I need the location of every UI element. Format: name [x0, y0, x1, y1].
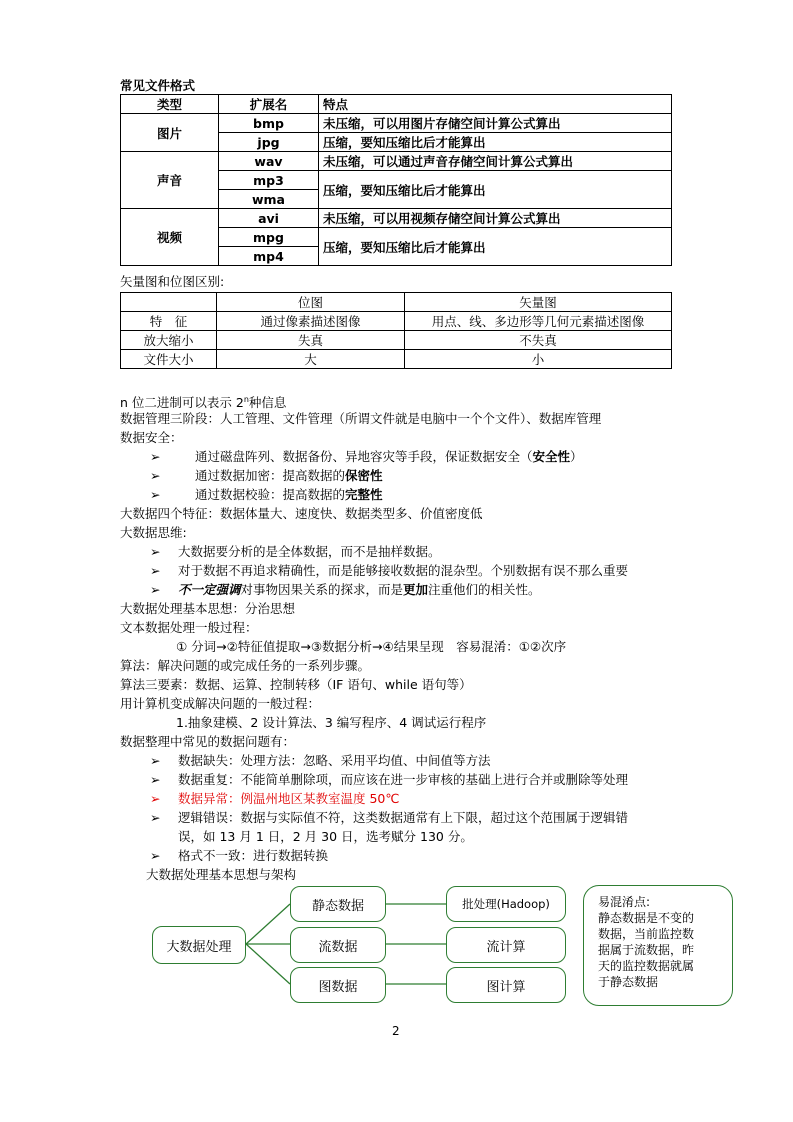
- text: 格式不一致：进行数据转换: [178, 848, 329, 863]
- text: 对事物因果关系的探求，而是: [240, 582, 404, 597]
- vector-cell: 不失真: [405, 331, 672, 350]
- vector-cell: 用点、线、多边形等几何元素描述图像: [405, 312, 672, 331]
- ext-cell: bmp: [219, 114, 319, 133]
- text: 数据异常：例温州地区某教室温度 50℃: [178, 791, 400, 806]
- feature-cell: 压缩，要知压缩比后才能算出: [319, 228, 672, 266]
- connector-line: [246, 904, 290, 944]
- algorithm-elements-line: 算法三要素：数据、运算、控制转移（IF 语句、while 语句等）: [120, 677, 472, 692]
- compute-node: 图计算: [446, 967, 566, 1003]
- feature-cell: 未压缩，可以通过声音存储空间计算公式算出: [319, 152, 672, 171]
- note-title: 易混淆点:: [598, 895, 651, 909]
- bold-italic-text: 不一定强调: [178, 582, 241, 597]
- big-data-thinking-heading: 大数据思维:: [120, 525, 187, 540]
- formats-title: 常见文件格式: [120, 78, 196, 93]
- note-line: 静态数据是不变的: [598, 911, 695, 925]
- feature-cell: 压缩，要知压缩比后才能算出: [319, 171, 672, 209]
- header-vector: 矢量图: [405, 293, 672, 312]
- text: 通过磁盘阵列、数据备份、异地容灾等手段，保证数据安全（: [195, 449, 533, 464]
- text-processing-heading: 文本数据处理一般过程：: [120, 620, 258, 635]
- text: 数据重复：不能简单删除项，而应该在进一步审核的基础上进行合并或删除等处理: [178, 772, 629, 787]
- ext-cell: mpg: [219, 228, 319, 247]
- arrow-bullet-icon: ➢: [150, 468, 161, 483]
- ext-cell: wav: [219, 152, 319, 171]
- type-cell: 图片: [121, 114, 219, 152]
- arrow-bullet-icon: ➢: [150, 563, 161, 578]
- connector-line: [246, 944, 290, 984]
- data-security-heading: 数据安全：: [120, 430, 183, 445]
- superscript: n: [243, 395, 249, 404]
- feature-cell: 未压缩，可以用视频存储空间计算公式算出: [319, 209, 672, 228]
- text: 通过数据校验：提高数据的: [195, 487, 346, 502]
- architecture-heading: 大数据处理基本思想与架构: [146, 867, 297, 882]
- data-type-node: 图数据: [290, 967, 386, 1003]
- arrow-bullet-icon: ➢: [150, 848, 161, 863]
- note-box: [583, 885, 733, 1006]
- problem-solving-steps: 1.抽象建模、2 设计算法、3 编写程序、4 调试运行程序: [176, 715, 487, 730]
- note-line: 数据，当前监控数: [598, 927, 695, 941]
- row-label: 特 征: [121, 312, 217, 331]
- bitmap-cell: 失真: [217, 331, 405, 350]
- arrow-bullet-icon: ➢: [150, 810, 161, 825]
- text: 通过数据加密：提高数据的: [195, 468, 346, 483]
- data-management-line: 数据管理三阶段：人工管理、文件管理（所谓文件就是电脑中一个个文件）、数据库管理: [120, 411, 602, 426]
- bold-text: 保密性: [345, 468, 383, 483]
- arrow-bullet-icon: ➢: [150, 582, 161, 597]
- data-type-node: 静态数据: [290, 886, 386, 922]
- note-line: 据属于流数据，昨: [598, 943, 695, 957]
- data-problems-heading: 数据整理中常见的数据问题有：: [120, 734, 296, 749]
- ext-cell: wma: [219, 190, 319, 209]
- text: 注重他们的相关性。: [428, 582, 541, 597]
- header-ext: 扩展名: [219, 95, 319, 114]
- feature-cell: 压缩，要知压缩比后才能算出: [319, 133, 672, 152]
- root-node: 大数据处理: [152, 926, 246, 964]
- row-label: 文件大小: [121, 350, 217, 369]
- text: n 位二进制可以表示 2: [120, 395, 244, 411]
- divide-conquer-line: 大数据处理基本思想：分治思想: [120, 601, 296, 616]
- note-line: 天的监控数据就属: [598, 959, 695, 973]
- ext-cell: jpg: [219, 133, 319, 152]
- ext-cell: mp3: [219, 171, 319, 190]
- text: 种信息: [248, 395, 287, 411]
- vector-cell: 小: [405, 350, 672, 369]
- arrow-bullet-icon: ➢: [150, 753, 161, 768]
- header-feature: 特点: [319, 95, 672, 114]
- compute-node: 流计算: [446, 927, 566, 963]
- ext-cell: mp4: [219, 247, 319, 266]
- bitmap-cell: 通过像素描述图像: [217, 312, 405, 331]
- type-cell: 视频: [121, 209, 219, 266]
- feature-cell: 未压缩，可以用图片存储空间计算公式算出: [319, 114, 672, 133]
- compute-node: 批处理(Hadoop): [446, 886, 566, 922]
- bold-text: 安全性: [532, 449, 571, 464]
- algorithm-definition-line: 算法：解决问题的或完成任务的一系列步骤。: [120, 658, 371, 673]
- page-number: 2: [392, 1024, 400, 1038]
- data-type-node: 流数据: [290, 927, 386, 963]
- arrow-bullet-icon: ➢: [150, 791, 161, 806]
- arrow-bullet-icon: ➢: [150, 772, 161, 787]
- type-cell: 声音: [121, 152, 219, 209]
- list-item-continuation: 误，如 13 月 1 日，2 月 30 日，选考赋分 130 分。: [178, 829, 473, 844]
- bold-text: 完整性: [345, 487, 383, 502]
- text-processing-steps: ① 分词→②特征值提取→③数据分析→④结果呈现 容易混淆：①②次序: [176, 639, 567, 654]
- arrow-bullet-icon: ➢: [150, 449, 161, 464]
- header-type: 类型: [121, 95, 219, 114]
- arrow-bullet-icon: ➢: [150, 544, 161, 559]
- problem-solving-heading: 用计算机变成解决问题的一般过程：: [120, 696, 321, 711]
- text: 对于数据不再追求精确性，而是能够接收数据的混杂型。个别数据有误不那么重要: [178, 563, 629, 578]
- text: 数据缺失：处理方法：忽略、采用平均值、中间值等方法: [178, 753, 491, 768]
- vector-title: 矢量图和位图区别:: [120, 274, 225, 289]
- bitmap-cell: 大: [217, 350, 405, 369]
- text: ）: [570, 449, 583, 464]
- note-line: 于静态数据: [598, 975, 659, 989]
- arrow-bullet-icon: ➢: [150, 487, 161, 502]
- ext-cell: avi: [219, 209, 319, 228]
- bold-text: 更加: [403, 582, 429, 597]
- row-label: 放大缩小: [121, 331, 217, 350]
- big-data-features-line: 大数据四个特征：数据体量大、速度快、数据类型多、价值密度低: [120, 506, 483, 521]
- text: 逻辑错误：数据与实际值不符，这类数据通常有上下限，超过这个范围属于逻辑错: [178, 810, 629, 825]
- text: 大数据要分析的是全体数据，而不是抽样数据。: [178, 544, 441, 559]
- header-bitmap: 位图: [217, 293, 405, 312]
